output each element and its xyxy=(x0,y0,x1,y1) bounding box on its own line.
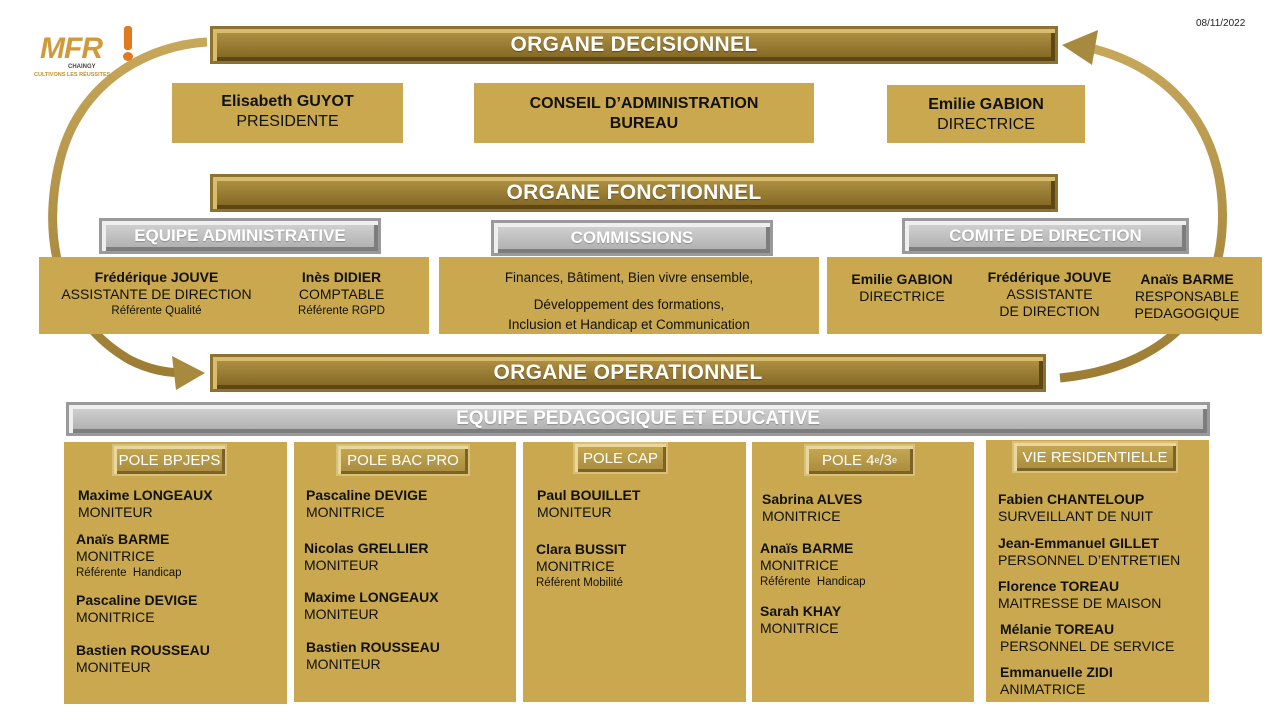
president-name: Elisabeth GUYOT xyxy=(221,93,354,110)
comite-p2-name: Frédérique JOUVE xyxy=(987,269,1112,285)
president-role: PRESIDENTE xyxy=(236,113,339,130)
pole-bpjeps-column xyxy=(64,442,287,704)
pole-bac-pro-person-4: Bastien ROUSSEAU MONITEUR xyxy=(306,639,440,672)
vie-residentielle-column xyxy=(986,440,1209,702)
vie-residentielle-person-2: Jean-Emmanuel GILLET PERSONNEL D’ENTRETIEN xyxy=(998,535,1181,568)
date-label: 08/11/2022 xyxy=(1196,18,1246,29)
comite-p1-role: DIRECTRICE xyxy=(859,288,945,304)
conseil-line2: BUREAU xyxy=(609,115,679,132)
logo-sub1: CHAINGY xyxy=(68,64,96,70)
vie-residentielle-person-5: Emmanuelle ZIDI ANIMATRICE xyxy=(1000,664,1113,697)
vie-residentielle-person-1: Fabien CHANTELOUP SURVEILLANT DE NUIT xyxy=(998,491,1154,524)
directrice-box xyxy=(887,85,1085,143)
commissions-line-3: Inclusion et Handicap et Communication xyxy=(508,317,750,332)
comite-person-3 xyxy=(1127,271,1247,322)
pole-cap-person-1: Paul BOUILLET MONITEUR xyxy=(537,487,641,520)
vie-residentielle-person-4: Mélanie TOREAU PERSONNEL DE SERVICE xyxy=(1000,621,1175,654)
comite-person-1 xyxy=(842,271,962,305)
logo-dot xyxy=(123,52,133,61)
comite-direction-header: COMITE DE DIRECTION xyxy=(902,218,1189,254)
mfr-logo xyxy=(34,26,140,82)
pole-bac-pro-person-2: Nicolas GRELLIER MONITEUR xyxy=(304,540,429,573)
pole-4-3-person-3: Sarah KHAY MONITRICE xyxy=(760,603,842,636)
logo-text: MFR xyxy=(40,32,102,65)
pole-bpjeps-person-1: Maxime LONGEAUX MONITEUR xyxy=(78,487,213,520)
logo-mark xyxy=(124,26,132,50)
admin-p2-note: Référente RGPD xyxy=(298,305,385,317)
comite-p3-name: Anaïs BARME xyxy=(1140,271,1234,287)
admin-box xyxy=(39,257,429,334)
pole-4-3-person-1: Sabrina ALVES MONITRICE xyxy=(762,491,863,524)
pole-bac-pro-person-1: Pascaline DEVIGE MONITRICE xyxy=(306,487,428,520)
pole-4-3-title: POLE 4 e /3 e xyxy=(804,444,915,476)
pole-4-3-column xyxy=(752,442,974,702)
pole-bac-pro-title: POLE BAC PRO xyxy=(336,444,470,476)
admin-p1-note: Référente Qualité xyxy=(111,305,202,317)
admin-p2-role: COMPTABLE xyxy=(298,286,385,302)
equipe-administrative-header: EQUIPE ADMINISTRATIVE xyxy=(99,218,381,254)
comite-p3-role2: PEDAGOGIQUE xyxy=(1134,305,1240,321)
pole-4-3-person-2: Anaïs BARME MONITRICE Référente Handicap xyxy=(760,540,866,588)
commissions-line-2: Développement des formations, xyxy=(533,297,725,312)
admin-p1-role: ASSISTANTE DE DIRECTION xyxy=(61,286,252,302)
commissions-line-1: Finances, Bâtiment, Bien vivre ensemble, xyxy=(504,270,754,285)
pole-bpjeps-person-3: Pascaline DEVIGE MONITRICE xyxy=(76,592,198,625)
pole-bpjeps-title: POLE BPJEPS xyxy=(112,444,227,476)
commissions-box xyxy=(439,257,819,334)
organe-fonctionnel-banner: ORGANE FONCTIONNEL xyxy=(210,174,1058,212)
vie-residentielle-title: VIE RESIDENTIELLE xyxy=(1012,441,1178,473)
equipe-pedagogique-header: EQUIPE PEDAGOGIQUE ET EDUCATIVE xyxy=(66,402,1210,436)
conseil-line1: CONSEIL D’ADMINISTRATION xyxy=(529,95,759,112)
right-arrowhead xyxy=(1062,30,1098,65)
president-box xyxy=(172,83,403,143)
conseil-box xyxy=(474,83,814,143)
organe-decisionnel-banner: ORGANE DECISIONNEL xyxy=(210,26,1058,64)
pole-cap-title: POLE CAP xyxy=(573,442,668,474)
pole-bpjeps-person-4: Bastien ROUSSEAU MONITEUR xyxy=(76,642,210,675)
organe-operationnel-banner: ORGANE OPERATIONNEL xyxy=(210,354,1046,392)
admin-p1-name: Frédérique JOUVE xyxy=(94,269,219,285)
comite-p1-name: Emilie GABION xyxy=(851,271,953,287)
commissions-header: COMMISSIONS xyxy=(491,220,773,256)
pole-bac-pro-column xyxy=(294,442,516,702)
comite-p3-role1: RESPONSABLE xyxy=(1134,288,1240,304)
admin-person-1 xyxy=(54,269,259,320)
comite-person-2 xyxy=(977,269,1122,320)
left-arrowhead xyxy=(172,356,205,390)
comite-p2-role2: DE DIRECTION xyxy=(999,303,1100,319)
pole-cap-person-2: Clara BUSSIT MONITRICE Référent Mobilité xyxy=(536,541,627,589)
pole-bac-pro-person-3: Maxime LONGEAUX MONITEUR xyxy=(304,589,439,622)
comite-p2-role1: ASSISTANTE xyxy=(1006,286,1093,302)
pole-cap-column xyxy=(523,442,746,702)
pole-bpjeps-person-2: Anaïs BARME MONITRICE Référente Handicap xyxy=(76,531,182,579)
vie-residentielle-person-3: Florence TOREAU MAITRESSE DE MAISON xyxy=(998,578,1162,611)
directrice-role: DIRECTRICE xyxy=(937,116,1035,133)
admin-person-2 xyxy=(279,269,404,320)
comite-box xyxy=(827,257,1262,334)
logo-sub2: CULTIVONS LES RÉUSSITES xyxy=(34,72,111,78)
directrice-name: Emilie GABION xyxy=(928,96,1044,113)
admin-p2-name: Inès DIDIER xyxy=(301,269,382,285)
